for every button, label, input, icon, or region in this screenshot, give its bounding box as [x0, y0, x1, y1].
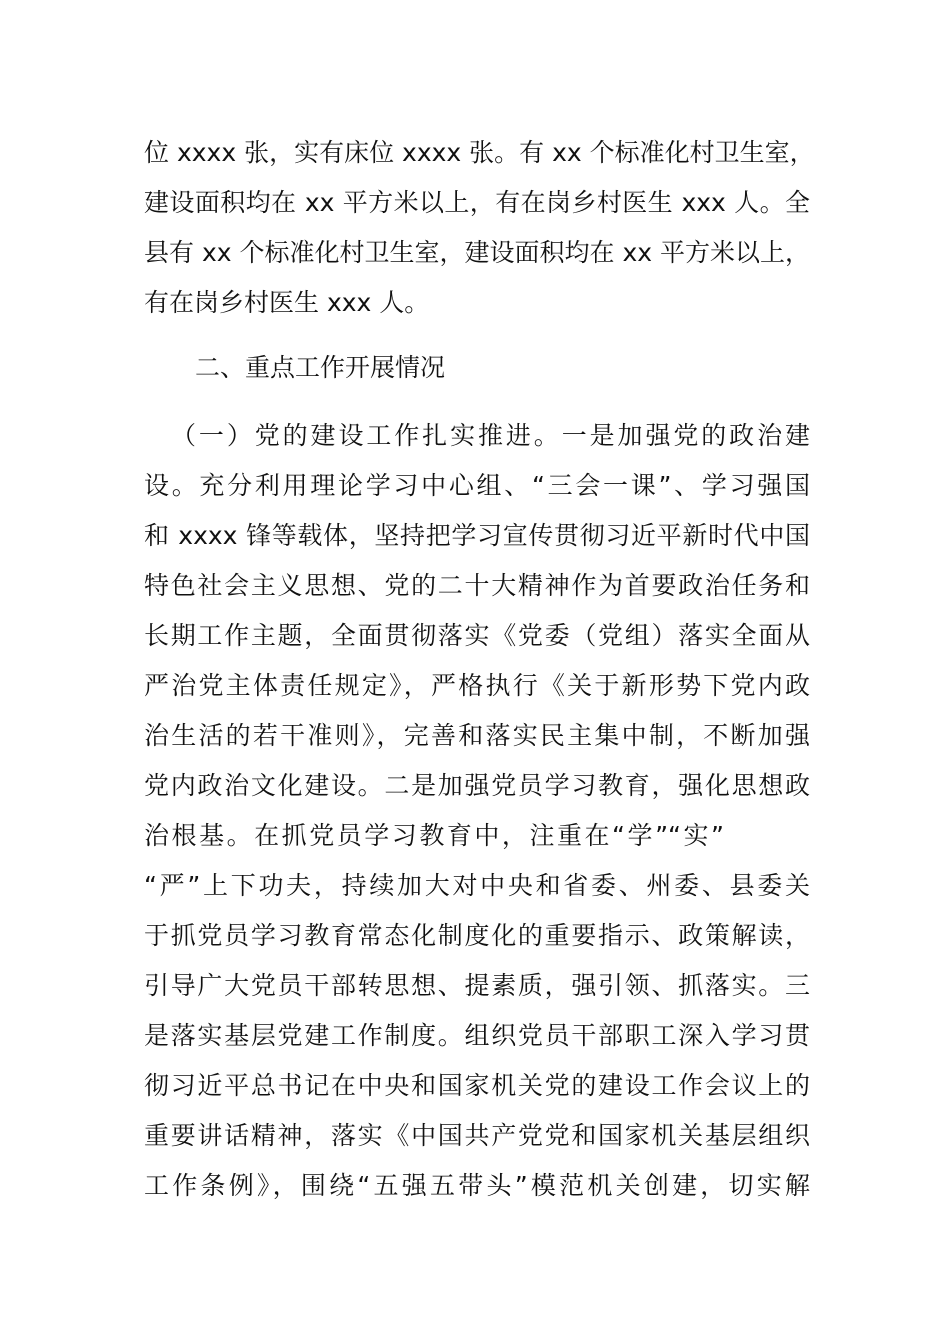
text-line: 有在岗乡村医生 xxx 人。 — [144, 288, 430, 317]
text-line: 重要讲话精神，落实《中国共产党党和国家机关基层组织 — [144, 1121, 810, 1150]
section-heading: 二、重点工作开展情况 — [195, 353, 446, 382]
paragraph-intro — [144, 128, 815, 328]
text-line: 工作条例》，围绕“五强五带头”模范机关创建，切实解 — [144, 1171, 810, 1200]
text-line: 彻习近平总书记在中央和国家机关党的建设工作会议上的 — [144, 1071, 810, 1100]
text-line: 引导广大党员干部转思想、提素质，强引领、抓落实。三 — [144, 971, 810, 1000]
text-line: 位 xxxx 张，实有床位 xxxx 张。有 xx 个标准化村卫生室， — [144, 138, 815, 167]
text-line: 建设面积均在 xx 平方米以上，有在岗乡村医生 xxx 人。全 — [144, 188, 810, 217]
text-line: “严”上下功夫，持续加大对中央和省委、州委、县委关 — [144, 871, 810, 900]
text-line: 治生活的若干准则》，完善和落实民主集中制，不断加强 — [144, 721, 810, 750]
text-line: 于抓党员学习教育常态化制度化的重要指示、政策解读， — [144, 921, 810, 950]
text-line: （一）党的建设工作扎实推进。一是加强党的政治建 — [171, 421, 810, 450]
text-line: 和 xxxx 锋等载体，坚持把学习宣传贯彻习近平新时代中国 — [144, 521, 810, 550]
paragraph-main — [144, 411, 810, 1211]
text-line: 严治党主体责任规定》，严格执行《关于新形势下党内政 — [144, 671, 810, 700]
text-line: 是落实基层党建工作制度。组织党员干部职工深入学习贯 — [144, 1021, 810, 1050]
text-line: 党内政治文化建设。二是加强党员学习教育，强化思想政 — [144, 771, 810, 800]
text-line: 县有 xx 个标准化村卫生室，建设面积均在 xx 平方米以上， — [144, 238, 810, 267]
text-line: 治根基。在抓党员学习教育中，注重在“学”“实” — [144, 821, 724, 850]
text-line: 设。充分利用理论学习中心组、“三会一课”、学习强国 — [144, 471, 810, 500]
text-line: 长期工作主题，全面贯彻落实《党委（党组）落实全面从 — [144, 621, 810, 650]
text-line: 特色社会主义思想、党的二十大精神作为首要政治任务和 — [144, 571, 810, 600]
